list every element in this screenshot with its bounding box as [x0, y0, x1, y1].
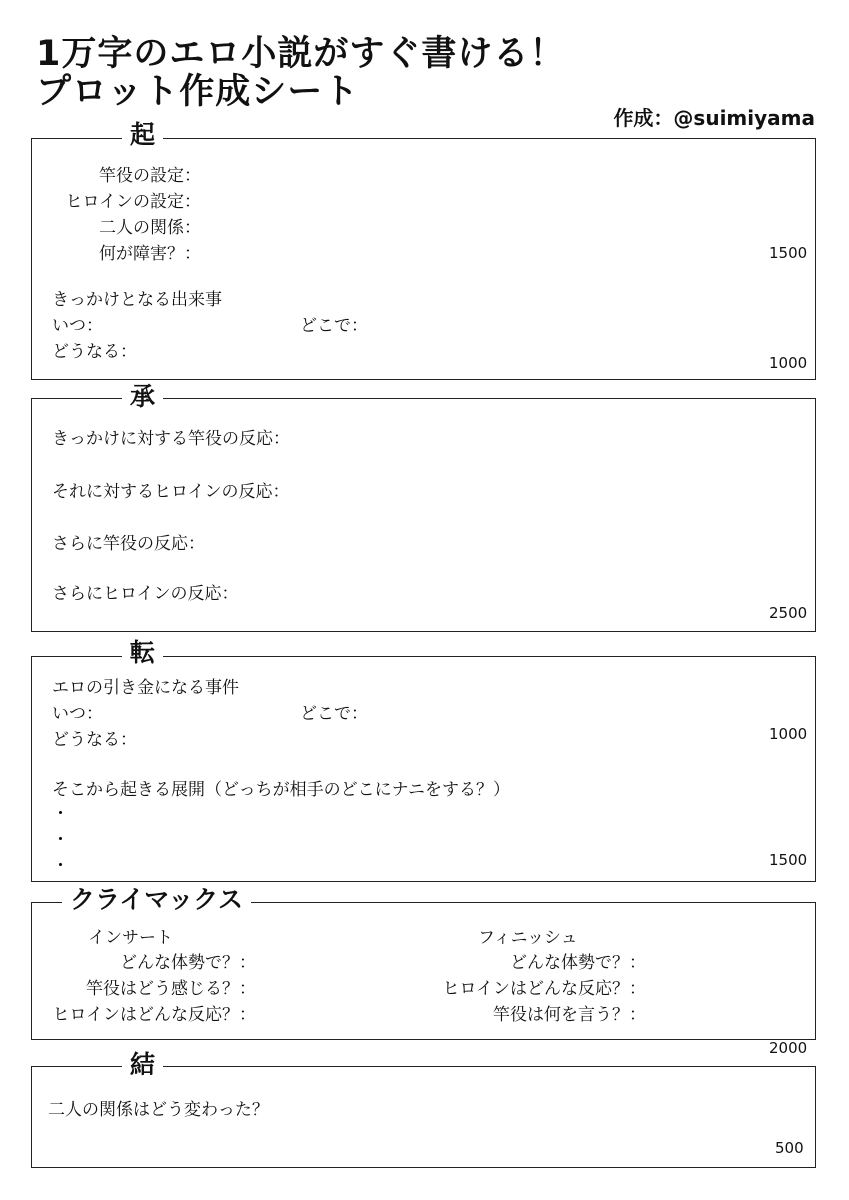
author-credit: 作成：@suimiyama — [613, 106, 815, 130]
climax-insert-heroine-reaction: ヒロインはどんな反応？： — [52, 1005, 256, 1025]
climax-finish-protagonist-line: 竿役は何を言う？： — [493, 1005, 646, 1025]
ten-dot-1: ・ — [52, 804, 69, 824]
ki-field-heroine: ヒロインの設定： — [65, 192, 201, 212]
sho-question-4: さらにヒロインの反応： — [52, 584, 239, 604]
climax-insert-position: どんな体勢で？： — [120, 953, 256, 973]
ki-word-count-1: 1500 — [769, 244, 808, 262]
ten-when: いつ： — [52, 704, 103, 724]
ten-dot-3: ・ — [52, 856, 69, 876]
ten-where: どこで： — [300, 704, 368, 724]
section-ketsu-heading: 結 — [122, 1050, 163, 1080]
sho-question-3: さらに竿役の反応： — [52, 534, 205, 554]
ki-when: いつ： — [52, 316, 103, 336]
ten-outcome: どうなる： — [52, 730, 137, 750]
sho-question-2: それに対するヒロインの反応： — [52, 482, 290, 502]
title-line-1: 1万字のエロ小説がすぐ書ける！ — [36, 34, 566, 74]
climax-insert-label: インサート — [88, 928, 173, 948]
climax-finish-heroine-reaction: ヒロインはどんな反応？： — [442, 979, 646, 999]
ten-development: そこから起きる展開（どっちが相手のどこにナニをする？） — [52, 780, 510, 800]
climax-finish-label: フィニッシュ — [478, 928, 578, 948]
ten-word-count-2: 1500 — [769, 851, 808, 869]
section-ki-heading: 起 — [122, 120, 163, 150]
ki-word-count-2: 1000 — [769, 354, 808, 372]
ketsu-question-1: 二人の関係はどう変わった？ — [48, 1100, 269, 1120]
ten-dot-2: ・ — [52, 830, 69, 850]
ketsu-word-count: 500 — [775, 1139, 804, 1157]
climax-insert-protagonist-feel: 竿役はどう感じる？： — [86, 979, 256, 999]
ten-word-count-1: 1000 — [769, 725, 808, 743]
climax-word-count: 2000 — [769, 1039, 808, 1057]
sho-question-1: きっかけに対する竿役の反応： — [52, 429, 290, 449]
climax-finish-position: どんな体勢で？： — [510, 953, 646, 973]
ki-field-relationship: 二人の関係： — [99, 218, 201, 238]
ki-field-protagonist: 竿役の設定： — [99, 166, 201, 186]
title-line-2: プロット作成シート — [36, 72, 360, 112]
ki-outcome: どうなる： — [52, 342, 137, 362]
sho-word-count: 2500 — [769, 604, 808, 622]
section-climax-heading: クライマックス — [62, 885, 251, 915]
ki-where: どこで： — [300, 316, 368, 336]
ki-event-label: きっかけとなる出来事 — [52, 290, 222, 310]
ki-field-obstacle: 何が障害？： — [99, 244, 201, 264]
section-sho-heading: 承 — [122, 382, 163, 412]
section-ten-heading: 転 — [122, 638, 163, 668]
ten-event-label: エロの引き金になる事件 — [52, 678, 239, 698]
